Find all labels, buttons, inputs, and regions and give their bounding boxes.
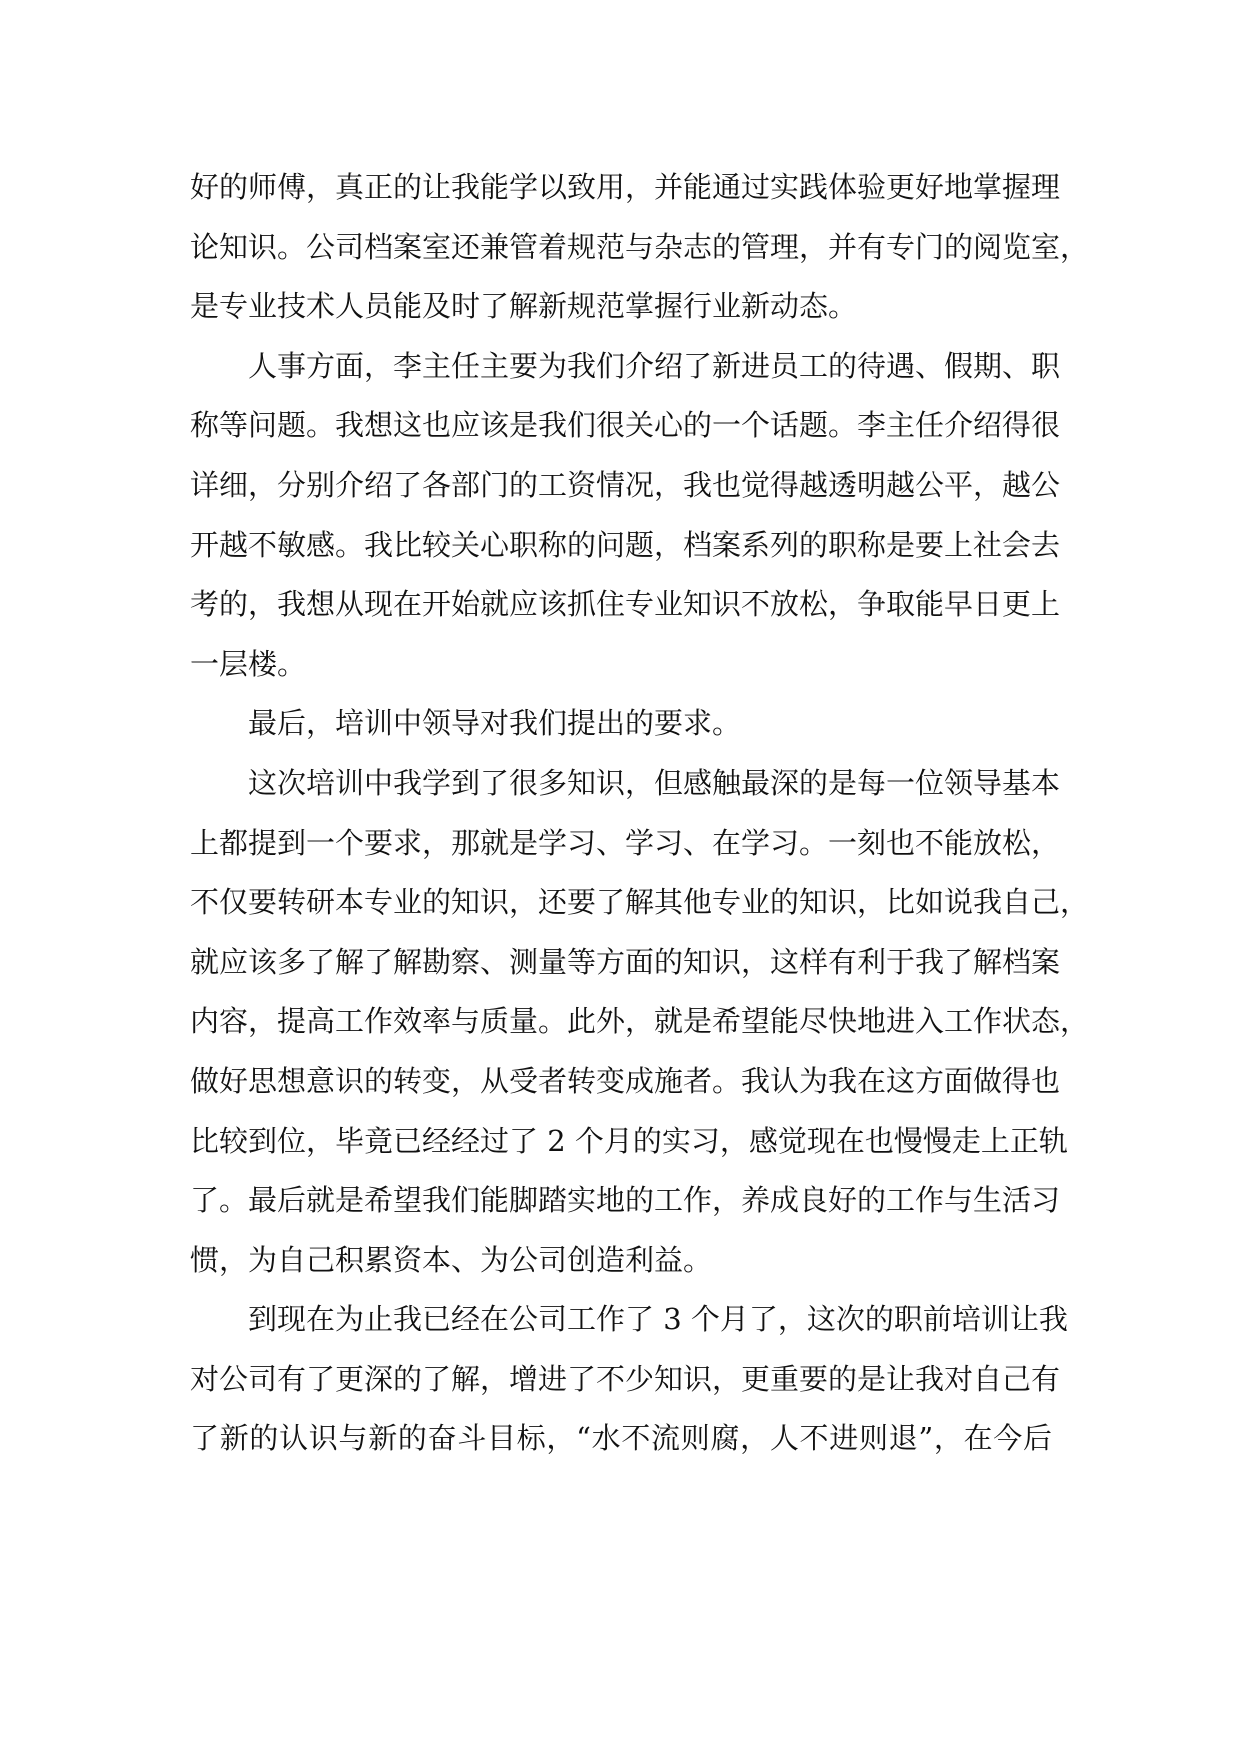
paragraph-line: 做好思想意识的转变，从受者转变成施者。我认为我在这方面做得也 bbox=[190, 1063, 1061, 1098]
paragraph bbox=[190, 337, 1061, 695]
paragraph-line: 称等问题。我想这也应该是我们很关心的一个话题。李主任介绍得很 bbox=[190, 408, 1061, 443]
paragraph bbox=[190, 694, 1052, 754]
paragraph-line: 最后，培训中领导对我们提出的要求。 bbox=[248, 706, 742, 741]
paragraph bbox=[190, 158, 1090, 337]
document-body bbox=[190, 158, 1090, 1469]
paragraph-line: 人事方面，李主任主要为我们介绍了新进员工的待遇、假期、职 bbox=[248, 348, 1061, 383]
paragraph-line: 就应该多了解了解勘察、测量等方面的知识，这样有利于我了解档案 bbox=[190, 944, 1061, 979]
paragraph-line: 这次培训中我学到了很多知识，但感触最深的是每一位领导基本 bbox=[248, 765, 1061, 800]
paragraph-line: 了新的认识与新的奋斗目标，“水不流则腐，人不进则退”，在今后 bbox=[190, 1421, 1052, 1456]
paragraph-line: 详细，分别介绍了各部门的工资情况，我也觉得越透明越公平，越公 bbox=[190, 467, 1061, 502]
paragraph-line: 了。最后就是希望我们能脚踏实地的工作，养成良好的工作与生活习 bbox=[190, 1183, 1061, 1218]
paragraph-line: 开越不敏感。我比较关心职称的问题，档案系列的职称是要上社会去 bbox=[190, 527, 1061, 562]
paragraph-line: 是专业技术人员能及时了解新规范掌握行业新动态。 bbox=[190, 289, 858, 324]
paragraph-line: 不仅要转研本专业的知识，还要了解其他专业的知识，比如说我自己， bbox=[190, 885, 1090, 920]
paragraph-line: 到现在为止我已经在公司工作了 3 个月了，这次的职前培训让我 bbox=[248, 1302, 1068, 1337]
paragraph bbox=[190, 1290, 1068, 1469]
paragraph bbox=[190, 754, 1090, 1290]
paragraph-line: 上都提到一个要求，那就是学习、学习、在学习。一刻也不能放松， bbox=[190, 825, 1061, 860]
paragraph-line: 考的，我想从现在开始就应该抓住专业知识不放松，争取能早日更上 bbox=[190, 587, 1061, 622]
paragraph-line: 比较到位，毕竟已经经过了 2 个月的实习，感觉现在也慢慢走上正轨 bbox=[190, 1123, 1068, 1158]
paragraph-line: 好的师傅，真正的让我能学以致用，并能通过实践体验更好地掌握理 bbox=[190, 170, 1061, 204]
paragraph-line: 惯，为自己积累资本、为公司创造利益。 bbox=[190, 1242, 713, 1277]
paragraph-line: 对公司有了更深的了解，增进了不少知识，更重要的是让我对自己有 bbox=[190, 1361, 1061, 1396]
paragraph-line: 论知识。公司档案室还兼管着规范与杂志的管理，并有专门的阅览室， bbox=[190, 229, 1090, 264]
paragraph-line: 一层楼。 bbox=[190, 646, 307, 681]
paragraph-line: 内容，提高工作效率与质量。此外，就是希望能尽快地进入工作状态， bbox=[190, 1004, 1090, 1039]
